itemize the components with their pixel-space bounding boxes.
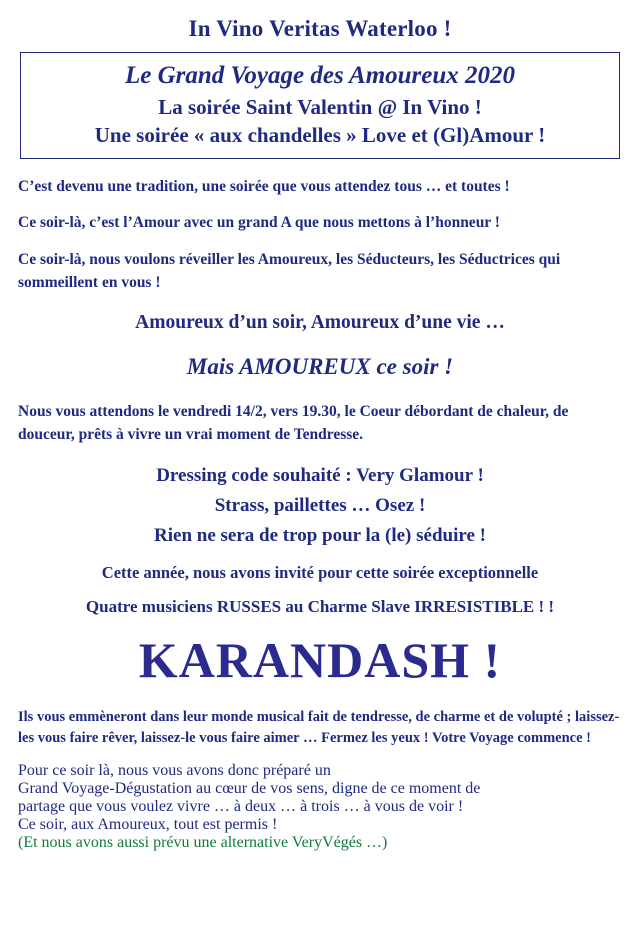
event-title-line-1: Le Grand Voyage des Amoureux 2020 [124, 62, 516, 89]
band-name-heading: KARANDASH ! [138, 632, 502, 689]
paragraph-date-details: Nous vous attendons le vendredi 14/2, vers 19.30, le Coeur débordant de chaleur, de douceur, prêts à vivre un vrai moment de Tendresse. [18, 403, 569, 444]
paragraph-band-description: Ils vous emmèneront dans leur monde musical fait de tendresse, de charme et de volupté ; laissez-les vous faire rêver, laissez-le vous faire aimer … Fermez les yeux ! Votre Voyage commence ! [18, 709, 620, 746]
event-title-line-3: Une soirée « aux chandelles » Love et (Gl)Amour ! [94, 122, 546, 147]
tagline-mais-amoureux: Mais AMOUREUX ce soir ! [186, 354, 454, 379]
paragraph-amour: Ce soir-là, c’est l’Amour avec un grand A que nous mettons à l’honneur ! [18, 214, 500, 232]
dress-code-line-1: Dressing code souhaité : Very Glamour ! [156, 464, 484, 486]
paragraph-menu-block [18, 762, 622, 852]
invitation-line-1: Cette année, nous avons invité pour cette soirée exceptionnelle [101, 563, 539, 583]
menu-line-2: Grand Voyage-Dégustation au cœur de vos sens, digne de ce moment de [18, 780, 481, 798]
event-title-line-2: La soirée Saint Valentin @ In Vino ! [158, 94, 482, 119]
page-title: In Vino Veritas Waterloo ! [188, 16, 452, 41]
dress-code-line-2: Strass, paillettes … Osez ! [214, 494, 426, 516]
dress-code-block [18, 463, 622, 550]
menu-line-4: Ce soir, aux Amoureux, tout est permis ! [18, 816, 278, 834]
paragraph-tradition: C’est devenu une tradition, une soirée que vous attendez tous … et toutes ! [18, 178, 510, 195]
menu-line-3: partage que vous voulez vivre … à deux … à trois … à vous de voir ! [18, 798, 464, 816]
dress-code-line-3: Rien ne sera de trop pour la (le) séduire ! [154, 524, 486, 546]
invitation-line-2: Quatre musiciens RUSSES au Charme Slave IRRESISTIBLE ! ! [85, 597, 555, 617]
paragraph-seducteurs: Ce soir-là, nous voulons réveiller les Amoureux, les Séducteurs, les Séductrices qui sommeillent en vous ! [18, 250, 561, 291]
tagline-amoureux: Amoureux d’un soir, Amoureux d’une vie … [135, 312, 505, 333]
event-title-box [20, 52, 620, 159]
menu-line-5-vegetarian-note: (Et nous avons aussi prévu une alternative VeryVégés …) [18, 834, 388, 852]
menu-line-1: Pour ce soir là, nous vous avons donc préparé un [18, 762, 331, 780]
